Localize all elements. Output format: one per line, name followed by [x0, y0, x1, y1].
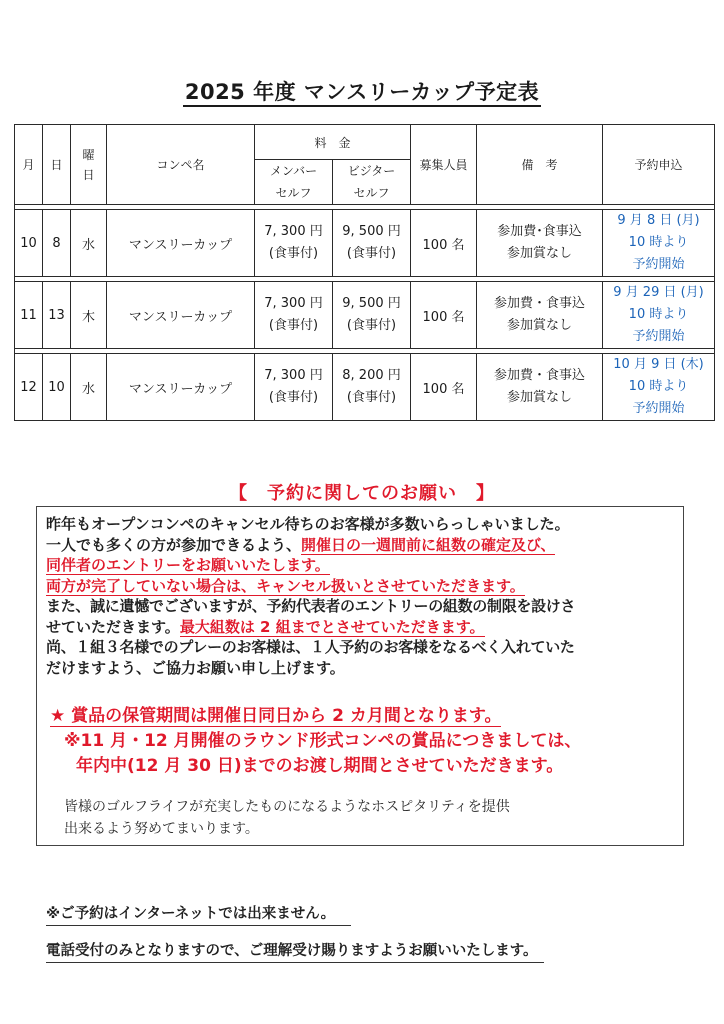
cell-day: 8 [43, 210, 71, 277]
cell-reservation: 9 月 8 日 (月) 10 時より 予約開始 [603, 210, 715, 277]
request-line [46, 576, 678, 597]
header-comp-name: コンペ名 [107, 125, 255, 205]
request-emphasis: 同伴者のエントリーをお願いいたします。 [46, 556, 330, 574]
hospitality-message [64, 796, 664, 840]
request-line: 尚、１組３名様でのプレーのお客様は、１人予約のお客様をなるべく入れていた [46, 638, 575, 656]
header-visitor-self: ビジター セルフ [333, 160, 411, 205]
request-emphasis: 両方が完了していない場合は、キャンセル扱いとさせていただきます。 [46, 576, 525, 595]
cell-member-fee: 7, 300 円 (食事付) [255, 354, 333, 421]
header-day: 日 [43, 125, 71, 205]
cell-reservation: 10 月 9 日 (木) 10 時より 予約開始 [603, 354, 715, 421]
prize-period: ★ 賞品の保管期間は開催日同日から 2 カ月間となります。 [50, 706, 502, 726]
schedule-table [14, 124, 715, 421]
request-emphasis: 開催日の一週間前に組数の確定及び、 [301, 535, 556, 554]
cell-reservation: 9 月 29 日 (月) 10 時より 予約開始 [603, 282, 715, 349]
request-line: だけますよう、ご協力お願い申し上げます。 [46, 658, 345, 677]
cell-day: 13 [43, 282, 71, 349]
header-reservation: 予約申込 [603, 125, 715, 205]
page-title-text: 2025 年度 マンスリーカップ予定表 [183, 80, 541, 107]
header-remarks: 備 考 [477, 125, 603, 205]
cell-visitor-fee: 8, 200 円 (食事付) [333, 354, 411, 421]
page-title [0, 76, 724, 106]
cell-day: 10 [43, 354, 71, 421]
prize-line [50, 704, 670, 729]
hospitality-line: 出来るよう努めてまいります。 [64, 821, 259, 837]
prize-line: 年内中(12 月 30 日)までのお渡し期間とさせていただきます。 [76, 756, 564, 776]
cell-weekday: 木 [71, 282, 107, 349]
request-line [46, 555, 678, 576]
header-capacity: 募集人員 [411, 125, 477, 205]
cell-remarks: 参加費･食事込 参加賞なし [477, 210, 603, 277]
cell-comp-name: マンスリーカップ [107, 210, 255, 277]
footer-note-internet: ※ご予約はインターネットでは出来ません。 [46, 902, 351, 926]
cell-capacity: 100 名 [411, 282, 477, 349]
cell-member-fee: 7, 300 円 (食事付) [255, 282, 333, 349]
request-line-part: 一人でも多くの方が参加できるよう、 [46, 535, 302, 554]
table-row [15, 354, 715, 421]
cell-remarks: 参加費・食事込 参加賞なし [477, 354, 603, 421]
table-row [15, 210, 715, 277]
request-line: 昨年もオープンコンペのキャンセル待ちのお客様が多数いらっしゃいました。 [46, 515, 570, 533]
cell-capacity: 100 名 [411, 210, 477, 277]
header-fee: 料 金 [255, 125, 411, 160]
cell-visitor-fee: 9, 500 円 (食事付) [333, 282, 411, 349]
cell-month: 12 [15, 354, 43, 421]
request-line [46, 535, 678, 556]
header-member-self: メンバー セルフ [255, 160, 333, 205]
request-line-part: せていただきます。 [46, 617, 180, 636]
request-text [46, 514, 678, 678]
request-emphasis: 最大組数は 2 組までとさせていただきます。 [179, 617, 485, 636]
header-weekday [71, 125, 107, 205]
cell-comp-name: マンスリーカップ [107, 354, 255, 421]
prize-line: ※11 月・12 月開催のラウンド形式コンペの賞品につきましては、 [64, 731, 582, 751]
footer-note-phone: 電話受付のみとなりますので、ご理解受け賜りますようお願いいたします。 [46, 939, 544, 963]
cell-weekday: 水 [71, 354, 107, 421]
table-row [15, 282, 715, 349]
hospitality-line: 皆様のゴルフライフが充実したものになるようなホスピタリティを提供 [64, 799, 510, 815]
request-line: また、誠に遺憾でございますが、予約代表者のエントリーの組数の制限を設けさ [46, 597, 576, 615]
header-month: 月 [15, 125, 43, 205]
cell-month: 11 [15, 282, 43, 349]
header-weekday-text: 曜日 [82, 147, 95, 182]
cell-comp-name: マンスリーカップ [107, 282, 255, 349]
cell-remarks: 参加費・食事込 参加賞なし [477, 282, 603, 349]
prize-notes [50, 704, 670, 779]
cell-member-fee: 7, 300 円 (食事付) [255, 210, 333, 277]
cell-weekday: 水 [71, 210, 107, 277]
cell-capacity: 100 名 [411, 354, 477, 421]
request-heading: 【 予約に関してのお願い 】 [229, 483, 495, 504]
request-line [46, 617, 678, 638]
cell-month: 10 [15, 210, 43, 277]
cell-visitor-fee: 9, 500 円 (食事付) [333, 210, 411, 277]
